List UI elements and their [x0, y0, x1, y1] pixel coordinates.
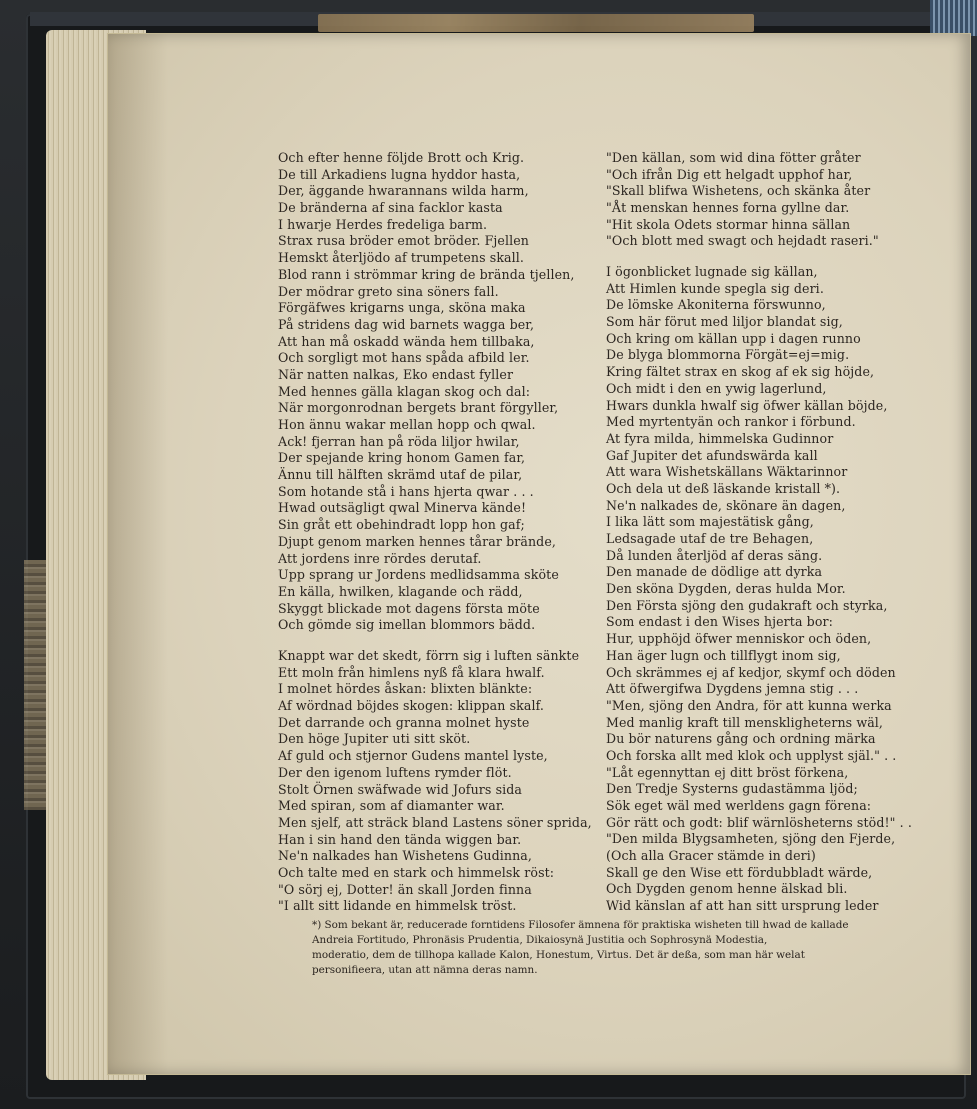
spine-headband [318, 14, 754, 32]
text-line: Sök eget wäl med werldens gagn förena: [606, 798, 872, 813]
text-line: Der mödrar greto sina söners fall. [278, 283, 499, 299]
footnote-line: *) Som bekant är, reducerade forntidens Filosofer ämnena för praktiska wisheten till hwad de kallade [312, 919, 849, 931]
text-line: Det darrande och granna molnet hyste [278, 714, 530, 730]
text-line: Att jordens inre rördes derutaf. [278, 550, 482, 566]
text-line: Knappt war det skedt, förrn sig i luften sänkte [278, 648, 580, 663]
text-line: De till Arkadiens lugna hyddor hasta, [278, 166, 521, 182]
text-line: Hemskt återljödo af trumpetens skall. [278, 250, 525, 266]
text-line: Som här förut med liljor blandat sig, [606, 314, 843, 330]
text-line: Hon ännu wakar mellan hopp och qwal. [278, 417, 536, 432]
text-line: "Låt egennyttan ej ditt bröst förkena, [606, 764, 849, 780]
left-column-stanza-1 [278, 150, 574, 634]
text-line: Och skrämmes ej af kedjor, skymf och döden [606, 664, 896, 680]
footnote-line: Andreia Fortitudo, Phronäsis Prudentia, Dikaiosynä Justitia och Sophrosynä Modestia, [312, 934, 768, 946]
right-column-stanza-2 [606, 264, 912, 915]
text-line: "O sörj ej, Dotter! än skall Jorden finna [278, 881, 532, 897]
text-line: På stridens dag wid barnets wagga ber, [278, 316, 535, 332]
left-column-stanza-2 [278, 648, 592, 915]
text-line: I lika lätt som majestätisk gång, [606, 514, 814, 530]
footnote-line: moderatio, dem de tillhopa kallade Kalon, Honestum, Virtus. Det är deßa, som man här welat [312, 949, 805, 961]
text-line: Der, äggande hwarannans wilda harm, [278, 183, 529, 199]
text-line: Och efter henne följde Brott och Krig. [278, 150, 525, 165]
text-line: I ögonblicket lugnade sig källan, [606, 264, 818, 279]
text-line: Den höge Jupiter uti sitt sköt. [278, 731, 471, 747]
text-line: Der den igenom luftens rymder flöt. [278, 764, 512, 780]
text-line: Att han må oskadd wända hem tillbaka, [278, 333, 535, 349]
text-line: Upp sprang ur Jordens medlidsamma sköte [278, 567, 559, 583]
text-line: Och dela ut deß läskande kristall *). [606, 480, 841, 496]
text-line: Blod rann i strömmar kring de brända tjellen, [278, 266, 575, 282]
text-line: Att öfwergifwa Dygdens jemna stig . . . [606, 681, 859, 697]
text-line: En källa, hwilken, klagande och rädd, [278, 583, 523, 599]
text-line: Ännu till hälften skrämd utaf de pilar, [278, 467, 523, 483]
text-line: I molnet hördes åskan: blixten blänkte: [278, 681, 533, 697]
footnote-line: personifieera, utan att nämna deras namn. [312, 964, 538, 976]
text-line: "I allt sitt lidande en himmelsk tröst. [278, 898, 517, 914]
text-line: Strax rusa bröder emot bröder. Fjellen [278, 233, 530, 249]
text-line: Och midt i den en ywig lagerlund, [606, 380, 827, 396]
text-line: Och gömde sig imellan blommors bädd. [278, 617, 536, 633]
text-line: Med hennes gälla klagan skog och dal: [278, 383, 531, 399]
text-line: Kring fältet strax en skog af ek sig höjde, [606, 364, 875, 380]
frayed-spine-edge [24, 560, 46, 810]
text-line: Gör rätt och godt: blif wärnlösheterns stöd!" . . [606, 814, 912, 830]
right-column-stanza-1 [606, 150, 879, 250]
footnote [312, 918, 942, 978]
text-line: Och Dygden genom henne älskad bli. [606, 881, 848, 897]
text-line: Den Tredje Systerns gudastämma ljöd; [606, 781, 858, 797]
text-line: Då lunden återljöd af deras säng. [606, 547, 823, 563]
text-line: Den manade de dödlige att dyrka [606, 564, 823, 580]
text-line: Skyggt blickade mot dagens första möte [278, 600, 540, 616]
text-line: Den sköna Dygden, deras hulda Mor. [606, 581, 846, 597]
text-line: "Åt menskan hennes forna gyllne dar. [606, 200, 850, 216]
text-line: Stolt Örnen swäfwade wid Jofurs sida [278, 781, 523, 797]
text-line: "Och ifrån Dig ett helgadt upphof har, [606, 166, 853, 182]
text-line: Han i sin hand den tända wiggen bar. [278, 831, 522, 847]
text-line: "Men, sjöng den Andra, för att kunna werka [606, 697, 892, 713]
text-line: Hwars dunkla hwalf sig öfwer källan böjde, [606, 397, 888, 413]
text-line: När natten nalkas, Eko endast fyller [278, 366, 514, 382]
text-line: Der spejande kring honom Gamen far, [278, 450, 526, 466]
text-line: Sin gråt ett obehindradt lopp hon gaf; [278, 517, 525, 533]
text-line: Att Himlen kunde spegla sig deri. [606, 280, 824, 296]
text-line: At fyra milda, himmelska Gudinnor [606, 430, 834, 446]
text-line: Du bör naturens gång och ordning märka [606, 731, 876, 747]
text-line: Den Första sjöng den gudakraft och styrka, [606, 597, 888, 613]
text-line: "Hit skola Odets stormar hinna sällan [606, 216, 851, 232]
text-line: Skall ge den Wise ett fördubbladt wärde, [606, 864, 873, 880]
bookmark-ribbon [930, 0, 977, 36]
text-line: Men sjelf, att sträck bland Lastens söner sprida, [278, 814, 592, 830]
text-line: Förgäfwes krigarns unga, sköna maka [278, 300, 526, 316]
text-line: Ne'n nalkades han Wishetens Gudinna, [278, 848, 533, 864]
gutter-shadow [108, 34, 168, 1074]
text-line: Och kring om källan upp i dagen runno [606, 330, 861, 346]
text-line: Hur, upphöjd öfwer menniskor och öden, [606, 631, 872, 647]
text-line: Hwad outsägligt qwal Minerva kände! [278, 500, 527, 516]
text-line: Af guld och stjernor Gudens mantel lyste, [278, 748, 548, 764]
text-line: Ledsagade utaf de tre Behagen, [606, 531, 814, 546]
text-line: De blyga blommorna Förgät=ej=mig. [606, 347, 850, 363]
text-line: I hwarje Herdes fredeliga barm. [278, 216, 488, 232]
text-line: De bränderna af sina facklor kasta [278, 200, 503, 216]
text-line: När morgonrodnan bergets brant förgyller, [278, 400, 559, 416]
text-line: Ne'n nalkades de, skönare än dagen, [606, 497, 846, 513]
text-line: Med manlig kraft till menskligheterns wäl, [606, 714, 884, 730]
text-line: Att wara Wishetskällans Wäktarinnor [606, 464, 848, 480]
text-line: Han äger lugn och tillflygt inom sig, [606, 647, 841, 663]
text-line: Som hotande stå i hans hjerta qwar . . . [278, 483, 534, 499]
text-line: Djupt genom marken hennes tårar brände, [278, 533, 557, 549]
text-line: De lömske Akoniterna förswunno, [606, 297, 826, 313]
text-line: Och forska allt med klok och upplyst själ." . . [606, 747, 897, 763]
text-line: Af wördnad böjdes skogen: klippan skalf. [278, 698, 545, 714]
text-line: Gaf Jupiter det afundswärda kall [606, 447, 818, 463]
text-line: "Den milda Blygsamheten, sjöng den Fjerde, [606, 831, 896, 847]
text-line: Och talte med en stark och himmelsk röst: [278, 864, 555, 880]
text-line: "Och blott med swagt och hejdadt raseri." [606, 233, 879, 249]
text-line: Wid känslan af att han sitt ursprung leder [606, 898, 879, 914]
text-line: Med myrtentyän och rankor i förbund. [606, 414, 856, 430]
text-line: Ack! fjerran han på röda liljor hwilar, [278, 433, 520, 449]
text-line: "Skall blifwa Wishetens, och skänka åter [606, 183, 871, 199]
text-line: Som endast i den Wises hjerta bor: [606, 614, 833, 630]
text-line: Med spiran, som af diamanter war. [278, 798, 505, 814]
text-line: Ett moln från himlens nyß få klara hwalf. [278, 664, 545, 680]
text-line: (Och alla Gracer stämde in deri) [606, 848, 816, 864]
text-line: "Den källan, som wid dina fötter gråter [606, 150, 861, 165]
text-line: Och sorgligt mot hans spåda afbild ler. [278, 350, 530, 366]
